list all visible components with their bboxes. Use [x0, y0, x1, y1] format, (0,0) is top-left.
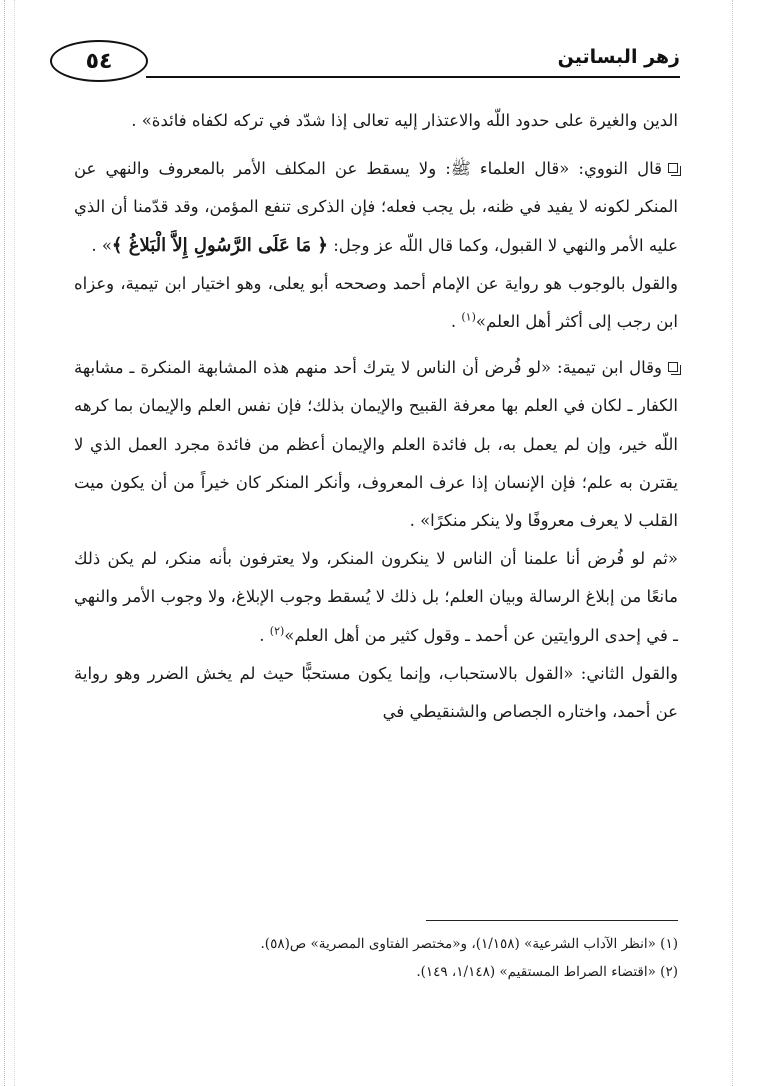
paragraph-5: [74, 540, 678, 655]
margin-guide-left: [4, 0, 5, 1086]
footnote-1: (١) «انظر الآداب الشرعية» (١/١٥٨)، و«مختصر الفتاوى المصرية» ص(٥٨).: [260, 936, 678, 952]
paragraph-3-text: والقول بالوجوب هو رواية عن الإمام أحمد وصححه أبو يعلى، وهو اختيار ابن تيمية، وعزاه ابن رجب إلى أكثر أهل العلم»: [74, 273, 678, 332]
footnote-separator: [426, 920, 678, 921]
footnote-ref-1: (١): [461, 310, 476, 324]
paragraph-4-text: وقال ابن تيمية: «لو فُرض أن الناس لا يترك أحد منهم هذه المشابهة المنكرة ـ مشابهة الكفار ـ لكان في العلم بها معرفة القبيح والإيمان بذلك؛ فإن نفس العلم والإيمان بما كرهه اللّه خير، وإن لم يعمل به، بل فائدة العلم والإيمان أعظم من فائدة مجرد العمل الذي لا يقترن به علم؛ فإن الإنسان إذا عرف المعروف، وأنكر المنكر كان خيراً من أن يكون ميت القلب لا يعرف معروفًا ولا ينكر منكرًا» .: [74, 358, 678, 531]
paragraph-gap: [74, 341, 678, 349]
paragraph-4: [74, 349, 678, 540]
paragraph-2-end: » .: [91, 235, 112, 255]
quran-verse: ﴿ مَا عَلَى الرَّسُولِ إِلاَّ الْبَلاغُ ﴾: [111, 234, 328, 256]
header-rule: [146, 76, 680, 78]
section-marker-icon: [668, 163, 678, 173]
margin-guide-left-inner: [14, 0, 15, 1086]
paragraph-3: [74, 265, 678, 341]
footnotes: [74, 930, 678, 986]
section-marker-icon: [668, 362, 678, 372]
margin-guide-right: [732, 0, 733, 1086]
footnote-2: (٢) «اقتضاء الصراط المستقيم» (١/١٤٨، ١٤٩).: [416, 964, 678, 980]
paragraph-5-text: «ثم لو فُرض أنا علمنا أن الناس لا ينكرون المنكر، ولا يعترفون بأنه منكر، لم يكن ذلك مانعًا من إبلاغ الرسالة وبيان العلم؛ بل ذلك لا يُسقط وجوب الإبلاغ، ولا وجوب الأمر والنهي ـ في إحدى الروايتين عن أحمد ـ وقول كثير من أهل العلم»: [74, 549, 678, 645]
paragraph-1: الدين والغيرة على حدود اللّه والاعتذار إليه تعالى إذا شدّد في تركه لكفاه فائدة» .: [131, 111, 678, 130]
paragraph-2: [74, 150, 678, 265]
main-text: [74, 102, 678, 731]
page-number: ٥٤: [50, 40, 148, 82]
paragraph-gap: [74, 140, 678, 150]
paragraph-3-end: .: [450, 312, 462, 332]
paragraph-6: والقول الثاني: «القول بالاستحباب، وإنما يكون مستحبًّا حيث لم يخش الضرر وهو رواية عن أحمد، واختاره الجصاص والشنقيطي في: [74, 663, 678, 722]
page-header: [50, 30, 680, 90]
book-title: زهر البساتين: [557, 46, 680, 68]
paragraph-5-end: .: [259, 625, 270, 645]
paragraph-2-text: قال النووي: «قال العلماء ﷺ: ولا يسقط عن المكلف الأمر بالمعروف والنهي عن المنكر لكونه لا يفيد في ظنه، بل يجب فعله؛ فإن الذكرى تنفع المؤمن، وقد قدّمنا أن الذي عليه الأمر والنهي لا القبول، وكما قال اللّه عز وجل:: [74, 159, 678, 255]
footnote-ref-2: (٢): [269, 624, 285, 638]
